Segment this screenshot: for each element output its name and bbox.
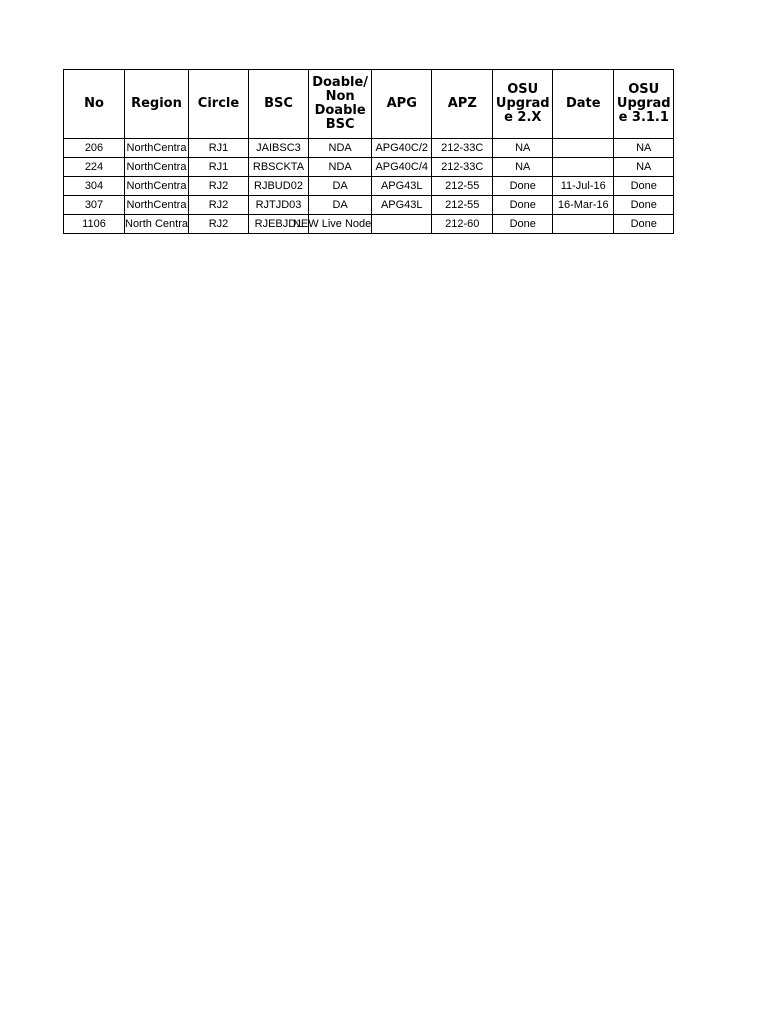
cell-osu-311: Done [614,177,674,196]
cell-circle: RJ2 [188,196,248,215]
table-body [64,139,674,234]
cell-apz: 212-55 [432,177,493,196]
header-region-line: Region [131,96,182,111]
cell-circle: RJ2 [188,215,248,234]
header-apg [372,70,432,139]
cell-apz: 212-33C [432,158,493,177]
cell-region: NorthCentra [125,139,189,158]
header-doable-line: Doable [314,103,366,118]
header-apg-line: APG [386,96,417,111]
header-bsc-line: BSC [264,96,293,111]
cell-osu-2x: Done [493,215,553,234]
header-osu-311-line: Upgrad [616,96,671,111]
cell-apz: 212-60 [432,215,493,234]
cell-osu-2x: NA [493,139,553,158]
cell-apg: APG43L [372,177,432,196]
table-row [64,139,674,158]
header-doable-line: Non [325,89,355,104]
cell-circle: RJ2 [188,177,248,196]
cell-doable: NDA [308,158,371,177]
cell-osu-311: Done [614,215,674,234]
cell-osu-311: NA [614,158,674,177]
cell-region: NorthCentra [125,177,189,196]
table-row [64,196,674,215]
header-osu-311-line: e 3.1.1 [618,110,669,125]
header-circle [188,70,248,139]
cell-no: 1106 [64,215,125,234]
cell-date: 11-Jul-16 [553,177,614,196]
table-row [64,177,674,196]
cell-apg [372,215,432,234]
cell-apg: APG43L [372,196,432,215]
cell-osu-311: Done [614,196,674,215]
header-osu-2x [493,70,553,139]
cell-apg: APG40C/2 [372,139,432,158]
cell-osu-2x: Done [493,196,553,215]
data-table [63,69,674,234]
cell-bsc: RJEBJD1 [248,215,308,234]
header-apz [432,70,493,139]
table-row [64,158,674,177]
header-no [64,70,125,139]
cell-apz: 212-33C [432,139,493,158]
cell-no: 206 [64,139,125,158]
cell-osu-2x: NA [493,158,553,177]
header-row [64,70,674,139]
cell-region: North Centra [125,215,189,234]
cell-date: 16-Mar-16 [553,196,614,215]
cell-doable: DA [308,196,371,215]
cell-bsc: JAIBSC3 [248,139,308,158]
header-no-line: No [84,96,104,111]
cell-bsc: RJTJD03 [248,196,308,215]
cell-bsc: RJBUD02 [248,177,308,196]
cell-region: NorthCentra [125,158,189,177]
header-date [553,70,614,139]
cell-date [553,215,614,234]
header-osu-311-line: OSU [628,82,660,97]
cell-osu-2x: Done [493,177,553,196]
header-osu-2x-line: e 2.X [504,110,542,125]
cell-date [553,139,614,158]
cell-doable [292,215,372,234]
cell-no: 307 [64,196,125,215]
header-date-line: Date [565,96,601,111]
cell-doable: NDA [308,139,371,158]
cell-apz: 212-55 [432,196,493,215]
cell-date [553,158,614,177]
cell-no: 224 [64,158,125,177]
header-apz-line: APZ [447,96,477,111]
header-region [125,70,189,139]
header-doable [308,70,371,139]
header-osu-2x-line: Upgrad [495,96,550,111]
header-bsc [248,70,308,139]
cell-circle: RJ1 [188,158,248,177]
header-doable-line: Doable/ [312,75,369,90]
cell-apg: APG40C/4 [372,158,432,177]
header-circle-line: Circle [197,96,240,111]
cell-bsc: RBSCKTA [248,158,308,177]
table-row [64,215,674,234]
cell-no: 304 [64,177,125,196]
header-osu-311 [614,70,674,139]
cell-doable-text: NEW Live Node [292,218,372,230]
cell-doable: DA [308,177,371,196]
cell-osu-311: NA [614,139,674,158]
header-osu-2x-line: OSU [507,82,539,97]
cell-region: NorthCentra [125,196,189,215]
header-doable-line: BSC [325,117,355,132]
cell-circle: RJ1 [188,139,248,158]
